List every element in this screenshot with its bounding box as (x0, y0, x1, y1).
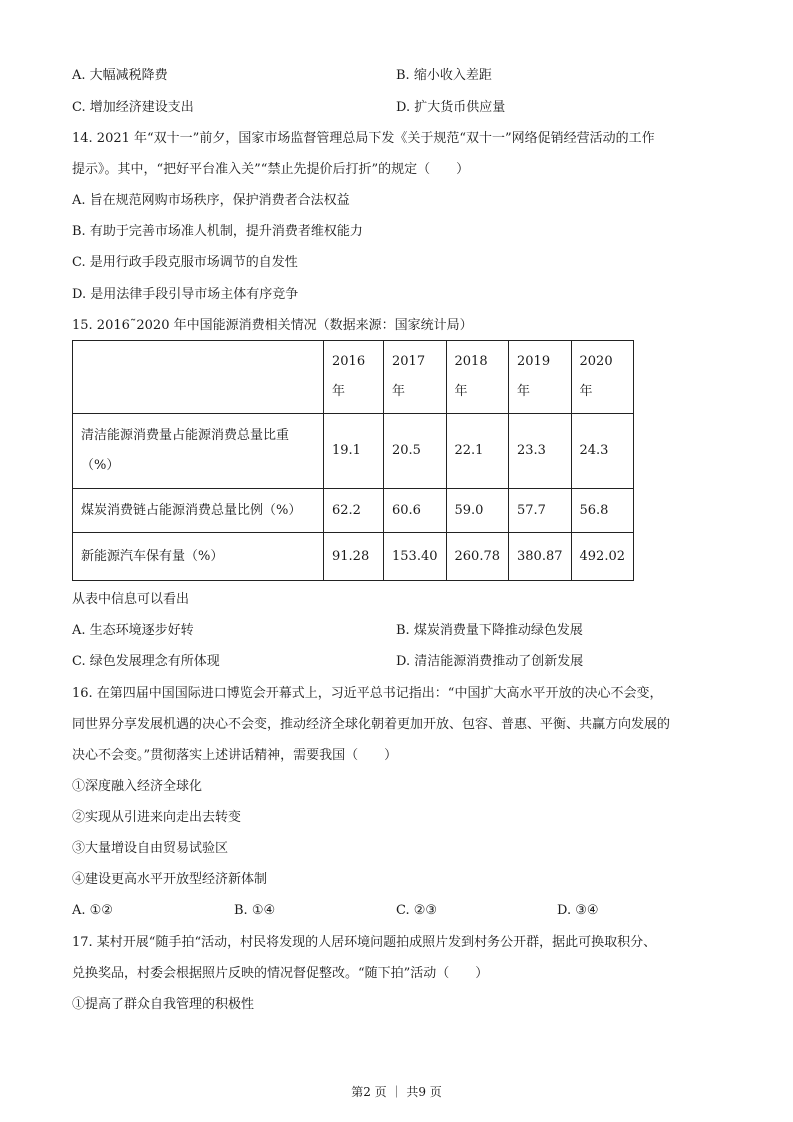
table-cell: 57.7 (509, 489, 572, 533)
table-cell: 380.87 (509, 533, 572, 581)
q15-option-d: D. 清洁能源消费推动了创新发展 (396, 654, 584, 669)
table-cell: 24.3 (571, 414, 634, 489)
table-year-header (446, 341, 509, 414)
table-year-header (509, 341, 572, 414)
q15-after-text: 从表中信息可以看出 (72, 592, 190, 607)
q14-option-c: C. 是用行政手段克服市场调节的自发性 (72, 255, 298, 270)
year-2019: 2019 (517, 354, 551, 369)
q13-option-d: D. 扩大货币供应量 (396, 100, 506, 115)
table-cell: 56.8 (571, 489, 634, 533)
q17-stem-line2: 兑换奖品，村委会根据照片反映的情况督促整改。“随下拍”活动（ ） (72, 966, 489, 981)
q16-item-4: ④建设更高水平开放型经济新体制 (72, 872, 268, 887)
table-cell: 260.78 (446, 533, 509, 581)
year-unit: 年 (332, 384, 346, 399)
page-footer: 第2 页 ｜ 共9 页 (351, 1085, 442, 1099)
q15-stem: 15. 2016˜2020 年中国能源消费相关情况（数据来源：国家统计局） (72, 318, 473, 333)
year-2017: 2017 (392, 354, 426, 369)
q13-option-c: C. 增加经济建设支出 (72, 100, 194, 115)
table-cell: 20.5 (384, 414, 447, 489)
energy-table (72, 340, 634, 581)
year-2020: 2020 (579, 354, 613, 369)
q16-option-c: C. ②③ (396, 903, 438, 918)
table-corner-cell (73, 341, 324, 414)
q16-item-1: ①深度融入经济全球化 (72, 779, 203, 794)
year-2018: 2018 (454, 354, 488, 369)
q17-item-1: ①提高了群众自我管理的积极性 (72, 997, 255, 1012)
table-row (73, 414, 634, 489)
row-label: 新能源汽车保有量（%） (73, 533, 324, 581)
year-unit: 年 (392, 384, 406, 399)
q15-option-c: C. 绿色发展理念有所体现 (72, 654, 220, 669)
year-unit: 年 (579, 384, 593, 399)
q16-stem-line2: 同世界分享发展机遇的决心不会变，推动经济全球化朝着更加开放、包容、普惠、平衡、共赢方向发展的 (72, 717, 671, 732)
q14-stem-line2: 提示》。其中，“把好平台准入关”“禁止先提价后打折”的规定（ ） (72, 162, 470, 177)
q16-stem-line1: 16. 在第四届中国国际进口博览会开幕式上，习近平总书记指出：“中国扩大高水平开放的决心不会变， (72, 686, 663, 701)
table-cell: 62.2 (324, 489, 384, 533)
q14-stem-line1: 14. 2021 年“双十一”前夕，国家市场监督管理总局下发《关于规范“双十一”网络促销经营活动的工作 (72, 131, 655, 146)
row-label (73, 414, 324, 489)
row-label-line1: 清洁能源消费量占能源消费总量比重 (81, 428, 290, 443)
q15-option-b: B. 煤炭消费量下降推动绿色发展 (396, 623, 583, 638)
q14-option-a: A. 旨在规范网购市场秩序，保护消费者合法权益 (72, 193, 350, 208)
q16-stem-line3: 决心不会变。”贯彻落实上述讲话精神，需要我国（ ） (72, 748, 398, 763)
table-year-header (571, 341, 634, 414)
table-header-row (73, 341, 634, 414)
row-label-line2: （%） (81, 458, 120, 473)
q14-option-d: D. 是用法律手段引导市场主体有序竞争 (72, 287, 299, 302)
table-cell: 153.40 (384, 533, 447, 581)
year-2016: 2016 (332, 354, 366, 369)
q16-option-a: A. ①② (72, 903, 113, 918)
table-cell: 91.28 (324, 533, 384, 581)
q13-option-b: B. 缩小收入差距 (396, 68, 492, 83)
table-cell: 23.3 (509, 414, 572, 489)
table-cell: 59.0 (446, 489, 509, 533)
q16-item-2: ②实现从引进来向走出去转变 (72, 810, 242, 825)
row-label: 煤炭消费链占能源消费总量比例（%） (73, 489, 324, 533)
table-cell: 19.1 (324, 414, 384, 489)
table-year-header (324, 341, 384, 414)
table-year-header (384, 341, 447, 414)
q16-item-3: ③大量增设自由贸易试验区 (72, 841, 229, 856)
q17-stem-line1: 17. 某村开展“随手拍“活动，村民将发现的人居环境问题拍成照片发到村务公开群，据此可换取积分、 (72, 935, 657, 950)
year-unit: 年 (454, 384, 468, 399)
q13-option-a: A. 大幅减税降费 (72, 68, 168, 83)
q15-option-a: A. 生态环境逐步好转 (72, 623, 194, 638)
table-row (73, 489, 634, 533)
table-cell: 22.1 (446, 414, 509, 489)
table-row (73, 533, 634, 581)
table-cell: 60.6 (384, 489, 447, 533)
year-unit: 年 (517, 384, 531, 399)
table-cell: 492.02 (571, 533, 634, 581)
q16-option-d: D. ③④ (557, 903, 599, 918)
q16-option-b: B. ①④ (234, 903, 276, 918)
q14-option-b: B. 有助于完善市场准人机制，提升消费者维权能力 (72, 224, 363, 239)
